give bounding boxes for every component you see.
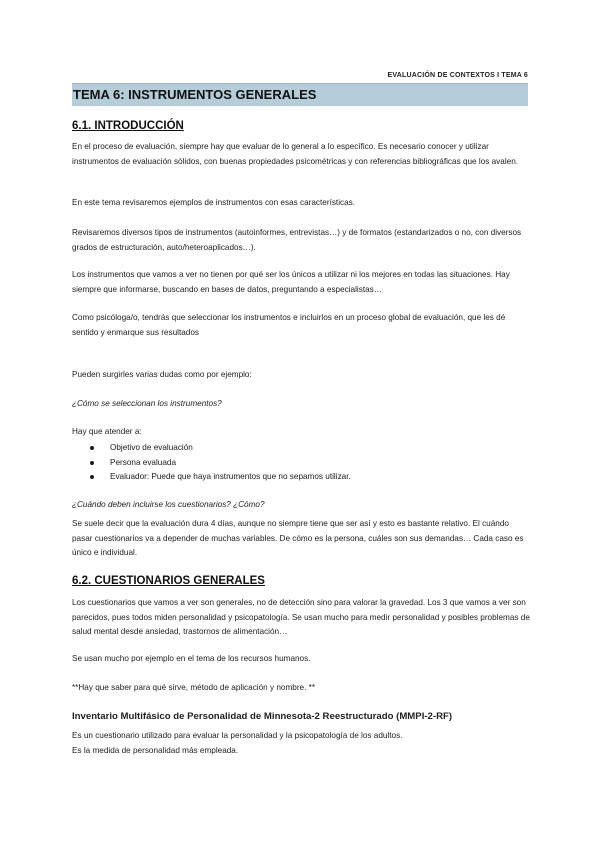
paragraph: **Hay que saber para qué sirve, método de aplicación y nombre. ** (72, 683, 316, 692)
list-item: Evaluador: Puede que haya instrumentos que no sepamos utilizar. (90, 470, 351, 485)
criteria-list (90, 441, 351, 485)
paragraph: Pueden surgirles varias dudas como por ejemplo: (72, 370, 252, 379)
paragraph: Es un cuestionario utilizado para evaluar la personalidad y la psicopatología de los adultos. (72, 731, 403, 740)
running-header: EVALUACIÓN DE CONTEXTOS I TEMA 6 (387, 72, 528, 79)
paragraph: Se usan mucho por ejemplo en el tema de los recursos humanos. (72, 654, 311, 663)
list-item: Objetivo de evaluación (90, 441, 351, 456)
section-heading-introduccion: 6.1. INTRODUCCIÓN (72, 120, 184, 132)
paragraph: Se suele decir que la evaluación dura 4 días, aunque no siempre tiene que ser así y esto es bastante relativo. El cuándo pasar cuestionarios va a depender de muchas variables. De cómo es la persona, cuáles son sus demandas… Cada caso es único e individual. (72, 519, 524, 557)
paragraph: Hay que atender a: (72, 427, 142, 436)
paragraph: Los cuestionarios que vamos a ver son generales, no de detección sino para valorar la gravedad. Los 3 que vamos a ver son parecidos, pues todos miden personalidad y psicopatología. Se usan mucho para medir personalidad y posibles problemas de salud mental desde ansiedad, trastornos de alimentación… (72, 598, 530, 636)
bullet-icon (90, 475, 94, 479)
paragraph: En el proceso de evaluación, siempre hay que evaluar de lo general a lo específico. Es necesario conocer y utilizar instrumentos de evaluación sólidos, con buenas propiedades psicométricas y con referencias bibliográficas que los avalen. (72, 142, 519, 166)
paragraph: Los instrumentos que vamos a ver no tienen por qué ser los únicos a utilizar ni los mejores en todas las situaciones. Hay siempre que informarse, buscando en bases de datos, preguntando a especialistas… (72, 270, 510, 294)
section-heading-cuestionarios: 6.2. CUESTIONARIOS GENERALES (72, 575, 265, 587)
paragraph: En este tema revisaremos ejemplos de instrumentos con esas características. (72, 198, 356, 207)
list-item: Persona evaluada (90, 456, 351, 471)
topic-title-bar (72, 83, 528, 106)
bullet-icon (90, 461, 94, 465)
subheading-mmpi: Inventario Multifásico de Personalidad de Minnesota-2 Reestructurado (MMPI-2-RF) (72, 711, 453, 722)
paragraph: Como psicóloga/o, tendrás que seleccionar los instrumentos e incluirlos en un proceso global de evaluación, que les dé sentido y enmarque sus resultados (72, 313, 506, 337)
question: ¿Cuándo deben incluirse los cuestionarios? ¿Cómo? (72, 500, 265, 509)
paragraph: Es la medida de personalidad más empleada. (72, 746, 239, 755)
topic-title: TEMA 6: INSTRUMENTOS GENERALES (73, 87, 317, 102)
bullet-icon (90, 446, 94, 450)
paragraph: Revisaremos diversos tipos de instrumentos (autoinformes, entrevistas…) y de formatos (estandarizados o no, con diversos grados de estructuración, auto/heteroaplicados…). (72, 228, 522, 252)
question: ¿Cómo se seleccionan los instrumentos? (72, 399, 222, 408)
